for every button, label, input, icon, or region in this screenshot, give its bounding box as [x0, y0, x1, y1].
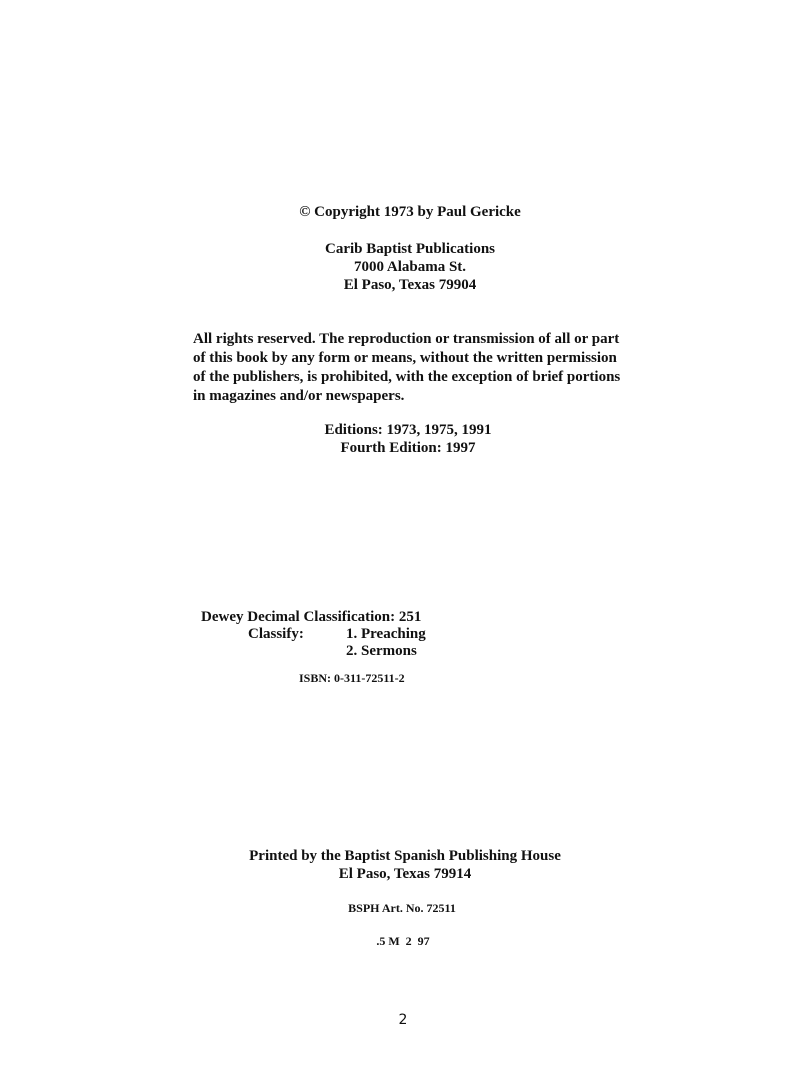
publisher-city: El Paso, Texas 79904: [343, 277, 477, 293]
print-code: .5 M 2 97: [376, 934, 430, 948]
rights-line: of this book by any form or means, without the written permission: [193, 350, 617, 366]
printer-city: El Paso, Texas 79914: [338, 866, 472, 882]
rights-line: All rights reserved. The reproduction or transmission of all or part: [193, 331, 620, 347]
classify-item: 1. Preaching: [346, 626, 426, 642]
dewey-classification: Dewey Decimal Classification: 251: [201, 609, 422, 625]
editions-list: Editions: 1973, 1975, 1991: [324, 422, 492, 438]
rights-paragraph: [193, 330, 633, 406]
copyright-line: © Copyright 1973 by Paul Gericke: [299, 204, 521, 220]
art-number: BSPH Art. No. 72511: [348, 901, 456, 915]
isbn: ISBN: 0-311-72511-2: [299, 671, 405, 685]
rights-line: of the publishers, is prohibited, with the exception of brief portions: [193, 369, 621, 385]
publisher-name: Carib Baptist Publications: [324, 241, 496, 257]
classify-label: Classify:: [248, 626, 304, 642]
page-number: 2: [398, 1012, 408, 1028]
fourth-edition: Fourth Edition: 1997: [340, 440, 476, 456]
rights-line: in magazines and/or newspapers.: [193, 388, 405, 404]
publisher-street: 7000 Alabama St.: [353, 259, 467, 275]
classify-item: 2. Sermons: [346, 643, 417, 659]
printer-name: Printed by the Baptist Spanish Publishing House: [249, 848, 561, 864]
